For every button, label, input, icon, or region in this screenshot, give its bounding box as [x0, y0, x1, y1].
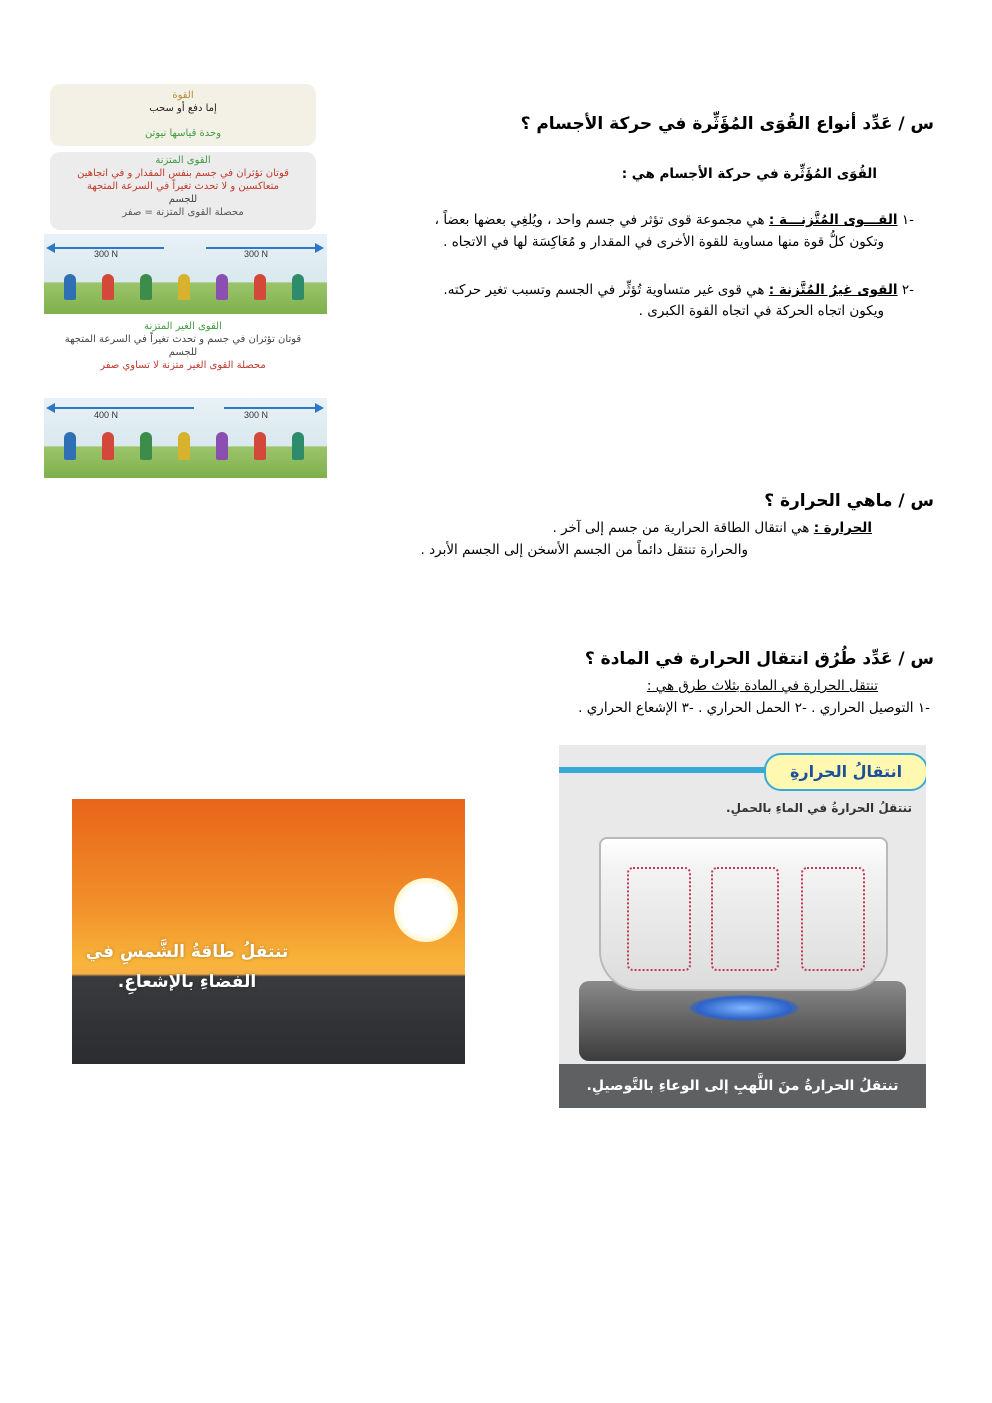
balanced-line-2: متعاكسين و لا تحدث تغيراً في السرعة المتجهة [87, 181, 279, 192]
right-arrow-icon [315, 403, 324, 413]
q3-methods: -١ التوصيل الحراري . -٢ الحمل الحراري . -٣ الإشعاع الحراري . [578, 700, 930, 716]
q1-item-1 [374, 212, 914, 229]
unbalanced-line-1: قوتان تؤثران في جسم و تحدث تغيراً في السرعة المتجهة [64, 334, 302, 345]
balanced-title: القوى المتزنة [155, 155, 211, 166]
q2-term: الحرارة : [813, 520, 872, 536]
force-title: القوة [172, 90, 194, 101]
forces-infographic [44, 82, 327, 478]
question-1: س / عَدِّد أنواع القُوَى المُؤَثِّرة في حركة الأجسام ؟ [520, 114, 934, 134]
force-definition: إما دفع أو سحب [149, 103, 217, 114]
sun-caption-line-2: الفضاءِ بالإشعاعِ. [117, 972, 257, 992]
q2-line-2: والحرارة تنتقل دائماً من الجسم الأسخن إلى الجسم الأبرد . [420, 542, 748, 558]
q2-definition [352, 520, 872, 537]
balanced-left-force: 300 N [94, 249, 119, 259]
q2-line-1: هي انتقال الطاقة الحرارية من جسم إلى آخر . [552, 520, 810, 536]
force-unit: وحدة قياسها نيوتن [144, 128, 222, 139]
balanced-net: محصلة القوى المتزنة = صفر [122, 207, 244, 218]
people-icon [64, 432, 304, 460]
q1-item-2-number: -٢ [901, 282, 914, 298]
glass-pot-icon [599, 837, 888, 991]
q1-item-1-number: -١ [901, 212, 914, 228]
sun-radiation-image [72, 799, 465, 1064]
q1-item-1-line-2: وتكون كلُّ قوة منها مساوية للقوة الأخرى في المقدار و مُعَاكِسَة لها في الاتجاه . [443, 234, 884, 250]
balanced-line-1: قوتان تؤثران في جسم بنفس المقدار و في اتجاهين [77, 168, 289, 179]
unbalanced-forces-box [50, 320, 316, 384]
unbalanced-line-2: للجسم [168, 347, 198, 358]
balanced-line-3: للجسم [168, 194, 198, 205]
balanced-forces-box [50, 152, 316, 230]
q1-intro: القُوَى المُؤَثِّرة في حركة الأجسام هي : [621, 166, 877, 182]
sun-caption-line-1: تنتقلُ طاقةُ الشَّمسِ في [85, 942, 289, 962]
q1-item-1-term: القـــوى المُتَّزنـــة : [768, 212, 898, 228]
people-icon [64, 274, 304, 300]
heat-transfer-pot-image [559, 745, 926, 1108]
q3-intro: تنتقل الحرارة في المادة بثلاث طرق هي : [646, 678, 878, 694]
pot-banner: انتقالُ الحرارةِ [764, 753, 926, 791]
q1-item-2-line-2: ويكون اتجاه الحركة في اتجاه القوة الكبرى . [638, 303, 884, 319]
unbalanced-net: محصلة القوى الغير متزنة لا تساوي صفر [100, 360, 266, 371]
unbalanced-title: القوى الغير المتزنة [144, 321, 222, 332]
balanced-tug-of-war-image [44, 234, 327, 314]
unbalanced-right-force: 300 N [244, 410, 269, 420]
q1-item-2-line-1: هي قوى غير متساوية تُؤثِّر في الجسم وتسبب تغير حركته. [443, 282, 765, 298]
right-arrow-icon [315, 243, 324, 253]
question-2: س / ماهي الحرارة ؟ [764, 491, 934, 511]
unbalanced-left-force: 400 N [94, 410, 119, 420]
q1-item-2-term: القوى غيرُ المُتَّزنة : [768, 282, 898, 298]
force-definition-box [50, 84, 316, 146]
q1-item-1-line-1: هي مجموعة قوى تؤثر في جسم واحد ، ويُلغِي بعضها بعضاً ، [434, 212, 765, 228]
unbalanced-tug-of-war-image [44, 398, 327, 478]
balanced-right-force: 300 N [244, 249, 269, 259]
sun-caption [72, 937, 302, 997]
sun-icon [394, 878, 458, 942]
q1-item-2 [374, 282, 914, 299]
flame-icon [689, 995, 799, 1021]
question-3: س / عَدِّد طُرُق انتقال الحرارة في المادة ؟ [584, 649, 934, 669]
pot-caption-bottom: تنتقلُ الحرارةُ منَ اللَّهبِ إلى الوعاءِ بالتَّوصيلِ. [559, 1064, 926, 1108]
pot-caption-top: تنتقلُ الحرارةُ في الماءِ بالحملِ. [726, 801, 912, 815]
stove-icon [579, 981, 906, 1061]
